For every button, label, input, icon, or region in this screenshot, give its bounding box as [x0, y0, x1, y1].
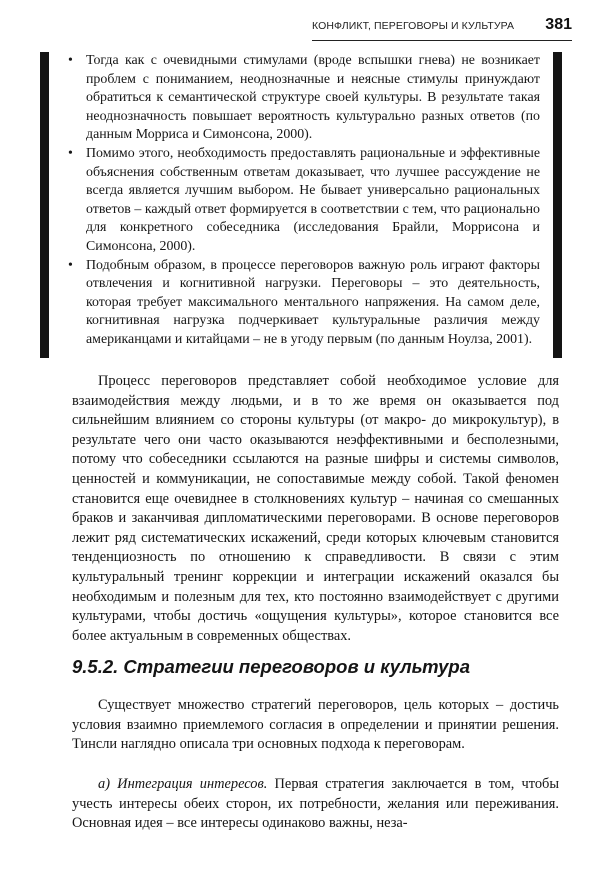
running-header [312, 16, 572, 41]
bullet-list [62, 52, 540, 350]
running-header-title: КОНФЛИКТ, ПЕРЕГОВОРЫ И КУЛЬТУРА [312, 20, 515, 32]
section-heading: 9.5.2. Стратегии переговоров и культура [72, 656, 470, 677]
bullet-item: • Подобным образом, в процессе переговоров важную роль играют факторы отвлечения и когнитивной нагрузки. Переговоры – это деятельность, которая требует максимального ментального напряжения. На самом деле, когнитивная нагрузка подчеркивает культуральные различия между американцами и китайцами – не в угоду первым (по данным Ноулза, 2001). [62, 257, 540, 350]
paragraph-text: Первая стратегия заключается в том, чтобы учесть интересы обеих сторон, их потребности, желания или переживания. Основная идея – все интересы одинаково важны, неза- [72, 776, 559, 832]
page-number: 381 [545, 16, 572, 33]
bullet-item: • Помимо этого, необходимость предоставлять рациональные и эффективные объяснения собственным ответам доказывает, что лучшее рассуждение не всегда является лучшим выбором. Не бывает универсально рациональных ответов – каждый ответ формируется в соответствии с тем, что рационально для конкретного собеседника (исследования Брайли, Моррисона и Симонсона, 2000). [62, 145, 540, 257]
sidebar-box [40, 52, 562, 358]
box-left-bar [40, 52, 49, 358]
paragraph-integration-of-interests [72, 775, 559, 834]
paragraph-label: а) Интеграция интересов. [98, 776, 268, 792]
paragraph-negotiation-process: Процесс переговоров представляет собой необходимое условие для взаимодействия между людьми, и в то же время он оказывается под сильнейшим влиянием со стороны культуры (от макро- до микрокультур), в результате чего они часто оказываются неэффективными и бесполезными, потому что собеседники ссылаются на разные шифры и системы символов, ценностей и коммуникации, не сопоставимые между собой. Такой феномен становится еще очевиднее в столкновениях культур – начиная со смешанных браков и заканчивая дипломатическими переговорами. В основе переговоров лежит ряд систематических искажений, среди которых ключевым становится тенденциозность по отношению к справедливости. В связи с этим культуральный тренинг коррекции и интеграции искажений оказался бы необходимым и полезным для тех, кто постоянно взаимодействует с другими культурами, чтобы достичь «ощущения культуры», которое становится все более актуальным в современных обществах. [72, 373, 559, 644]
bullet-item: • Тогда как с очевидными стимулами (вроде вспышки гнева) не возникает проблем с пониманием, неоднозначные и неясные стимулы принуждают обратиться к семантической структуре своей культуры. В результате такая неоднозначность повышает вероятность культурально разных ответов (по данным Морриса и Симонсона, 2000). [62, 52, 540, 145]
box-right-bar [553, 52, 562, 358]
paragraph-strategies-intro: Существует множество стратегий переговоров, цель которых – достичь условия взаимно приемлемого согласия в определении и принятии решения. Тинсли наглядно описала три основных подхода к переговорам. [72, 697, 559, 753]
